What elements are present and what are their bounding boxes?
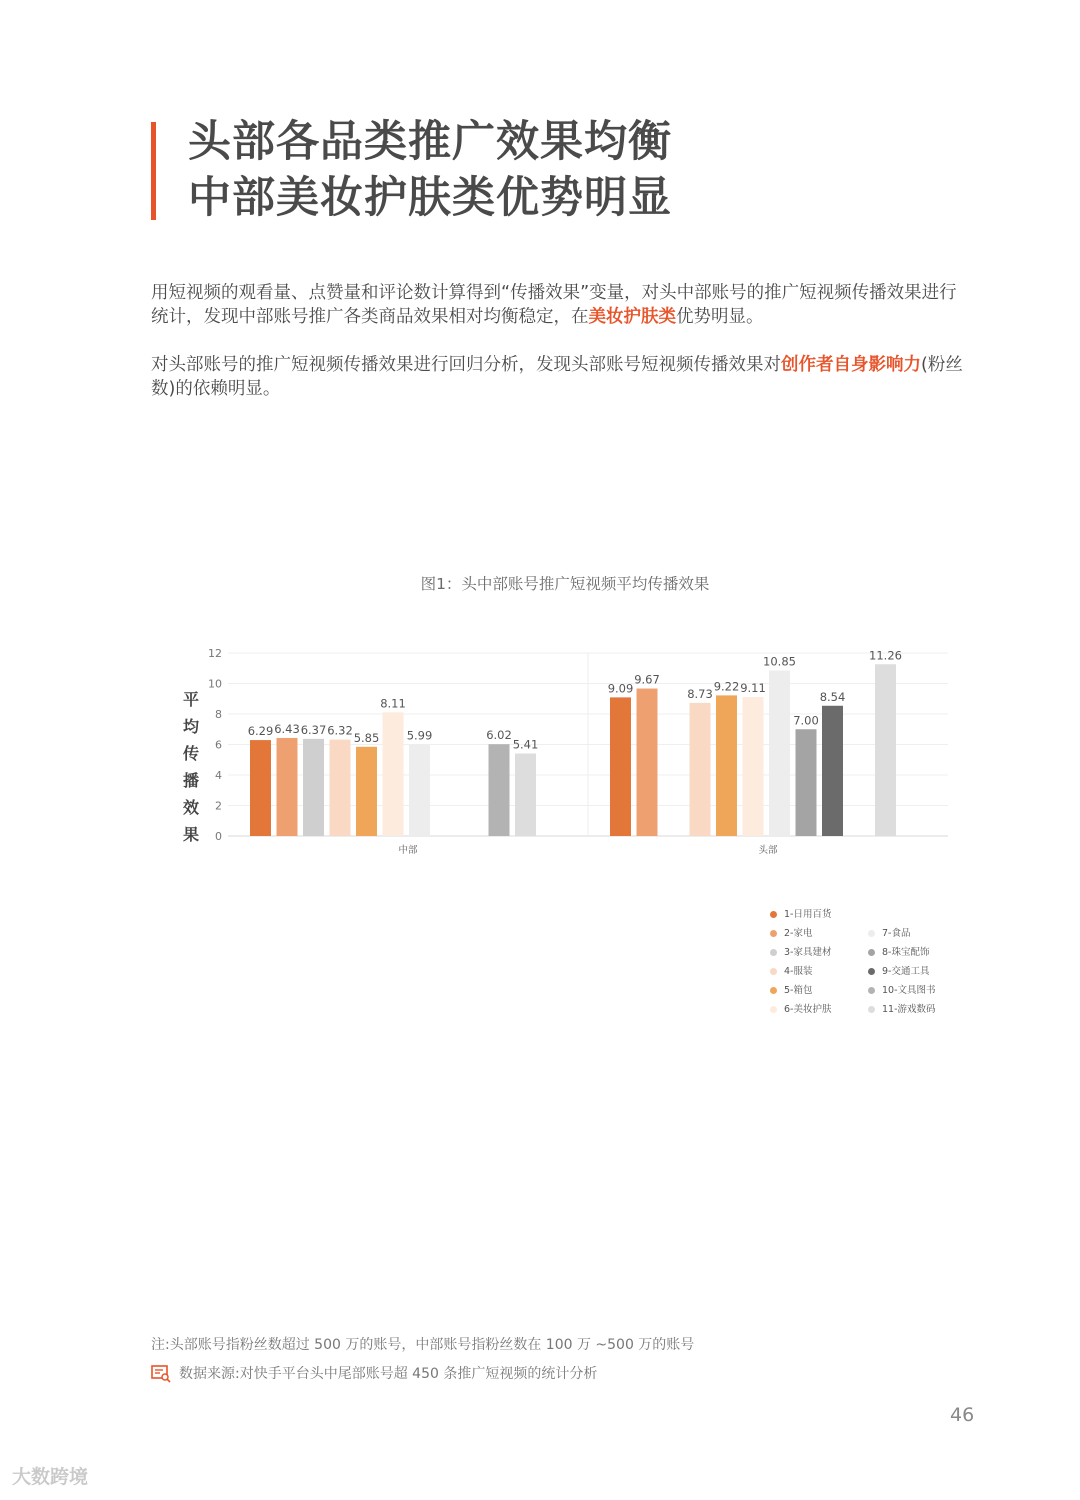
bar xyxy=(330,740,351,836)
data-label: 5.41 xyxy=(512,737,539,752)
data-label: 6.37 xyxy=(300,722,327,737)
bar xyxy=(515,753,536,836)
y-axis-label-char: 平 xyxy=(182,690,199,709)
legend-item xyxy=(770,906,831,920)
p2-text: 对头部账号的推广短视频传播效果进行回归分析，发现头部账号短视频传播效果对 xyxy=(151,355,781,375)
bar xyxy=(489,744,510,836)
p2-text-end: (粉丝数)的依赖明显。 xyxy=(151,355,963,399)
legend-swatch xyxy=(770,1006,777,1013)
legend-item xyxy=(868,982,936,996)
legend-swatch xyxy=(770,930,777,937)
data-label: 8.73 xyxy=(687,686,713,701)
legend-label: 11-游戏数码 xyxy=(882,1004,936,1015)
y-tick-label: 12 xyxy=(208,647,222,660)
y-tick-label: 0 xyxy=(215,830,222,843)
bar xyxy=(637,689,658,836)
legend-item xyxy=(770,925,812,939)
y-tick-label: 2 xyxy=(215,799,222,813)
watermark xyxy=(12,1462,88,1489)
legend-swatch xyxy=(770,987,777,994)
legend-swatch xyxy=(770,911,777,918)
legend-label: 1-日用百货 xyxy=(784,909,832,920)
x-group-label: 头部 xyxy=(758,845,778,856)
title-line-1: 头部各品类推广效果均衡 xyxy=(188,117,672,167)
bar xyxy=(796,729,817,836)
y-tick-label: 4 xyxy=(215,769,222,782)
bar xyxy=(716,695,737,836)
legend-label: 6-美妆护肤 xyxy=(784,1004,832,1015)
bar xyxy=(409,745,430,836)
bar xyxy=(277,738,298,836)
legend-swatch xyxy=(868,968,875,975)
data-label: 9.11 xyxy=(740,681,766,696)
data-label: 9.22 xyxy=(713,679,740,694)
data-label: 5.85 xyxy=(353,730,380,745)
watermark-text: 大数跨境 xyxy=(12,1466,89,1488)
y-axis-label-char: 均 xyxy=(182,717,199,736)
legend-item xyxy=(770,963,812,977)
bar xyxy=(875,664,896,836)
legend-label: 5-箱包 xyxy=(784,985,813,996)
p1-highlight: 美妆护肤类 xyxy=(588,307,676,327)
data-label: 6.29 xyxy=(247,724,274,739)
legend-item xyxy=(868,963,929,977)
bar xyxy=(610,697,631,836)
data-label: 9.09 xyxy=(607,681,634,696)
legend-item xyxy=(770,1001,831,1015)
y-axis-label-char: 传 xyxy=(182,744,199,763)
data-label: 10.85 xyxy=(763,654,796,669)
bar xyxy=(250,740,271,836)
data-source-icon xyxy=(151,1365,171,1383)
data-label: 8.11 xyxy=(380,696,406,711)
y-tick-label: 8 xyxy=(215,708,222,721)
y-axis-label-char: 果 xyxy=(182,825,199,844)
data-label: 8.54 xyxy=(819,689,846,704)
legend-swatch xyxy=(868,930,875,937)
p1-text-end: 优势明显。 xyxy=(676,307,764,327)
data-source xyxy=(151,1363,597,1383)
bar xyxy=(383,712,404,836)
legend-label: 10-文具图书 xyxy=(882,985,936,996)
bar-chart xyxy=(170,640,960,865)
x-group-label: 中部 xyxy=(398,845,418,856)
y-tick-label: 6 xyxy=(215,738,222,752)
data-label: 7.00 xyxy=(793,713,819,728)
data-label: 5.99 xyxy=(406,728,433,743)
p2-highlight: 创作者自身影响力 xyxy=(781,355,921,375)
legend-label: 7-食品 xyxy=(882,928,911,939)
legend-swatch xyxy=(868,949,875,956)
bar xyxy=(822,706,843,836)
data-label: 9.67 xyxy=(634,672,660,687)
data-label: 6.32 xyxy=(327,723,353,738)
footnote: 注:头部账号指粉丝数超过 500 万的账号，中部账号指粉丝数在 100 万 ~500 万的账号 xyxy=(151,1337,695,1353)
page-title xyxy=(188,114,672,226)
bar xyxy=(690,703,711,836)
bar xyxy=(303,739,324,836)
legend-swatch xyxy=(770,949,777,956)
chart-legend xyxy=(770,906,990,1026)
bar xyxy=(743,697,764,836)
data-label: 6.02 xyxy=(486,728,512,743)
title-line-2: 中部美妆护肤类优势明显 xyxy=(188,173,672,223)
legend-label: 9-交通工具 xyxy=(882,966,930,977)
legend-swatch xyxy=(868,987,875,994)
legend-swatch xyxy=(868,1006,875,1013)
legend-label: 2-家电 xyxy=(784,928,813,939)
y-tick-label: 10 xyxy=(208,677,222,691)
legend-swatch xyxy=(770,968,777,975)
title-accent-bar xyxy=(151,122,156,220)
data-label: 6.43 xyxy=(274,721,300,736)
y-axis-label-char: 播 xyxy=(182,771,199,790)
legend-item xyxy=(770,982,812,996)
paragraph-2 xyxy=(151,353,971,401)
legend-item xyxy=(868,944,929,958)
legend-item xyxy=(770,944,831,958)
legend-label: 3-家具建材 xyxy=(784,947,832,958)
bar xyxy=(769,671,790,836)
bar xyxy=(356,747,377,836)
legend-item xyxy=(868,1001,936,1015)
legend-label: 4-服装 xyxy=(784,966,813,977)
figure-title: 图1：头中部账号推广短视频平均传播效果 xyxy=(420,575,710,593)
paragraph-1 xyxy=(151,281,971,329)
y-axis-label-char: 效 xyxy=(182,798,199,817)
page-number: 46 xyxy=(950,1404,975,1426)
data-label: 11.26 xyxy=(869,648,902,663)
p1-text: 用短视频的观看量、点赞量和评论数计算得到“传播效果”变量，对头中部账号的推广短视频传播效果进行统计，发现中部账号推广各类商品效果相对均衡稳定，在 xyxy=(151,283,957,327)
data-source-text: 数据来源:对快手平台头中尾部账号超 450 条推广短视频的统计分析 xyxy=(179,1366,598,1382)
legend-item xyxy=(868,925,910,939)
legend-label: 8-珠宝配饰 xyxy=(882,947,930,958)
